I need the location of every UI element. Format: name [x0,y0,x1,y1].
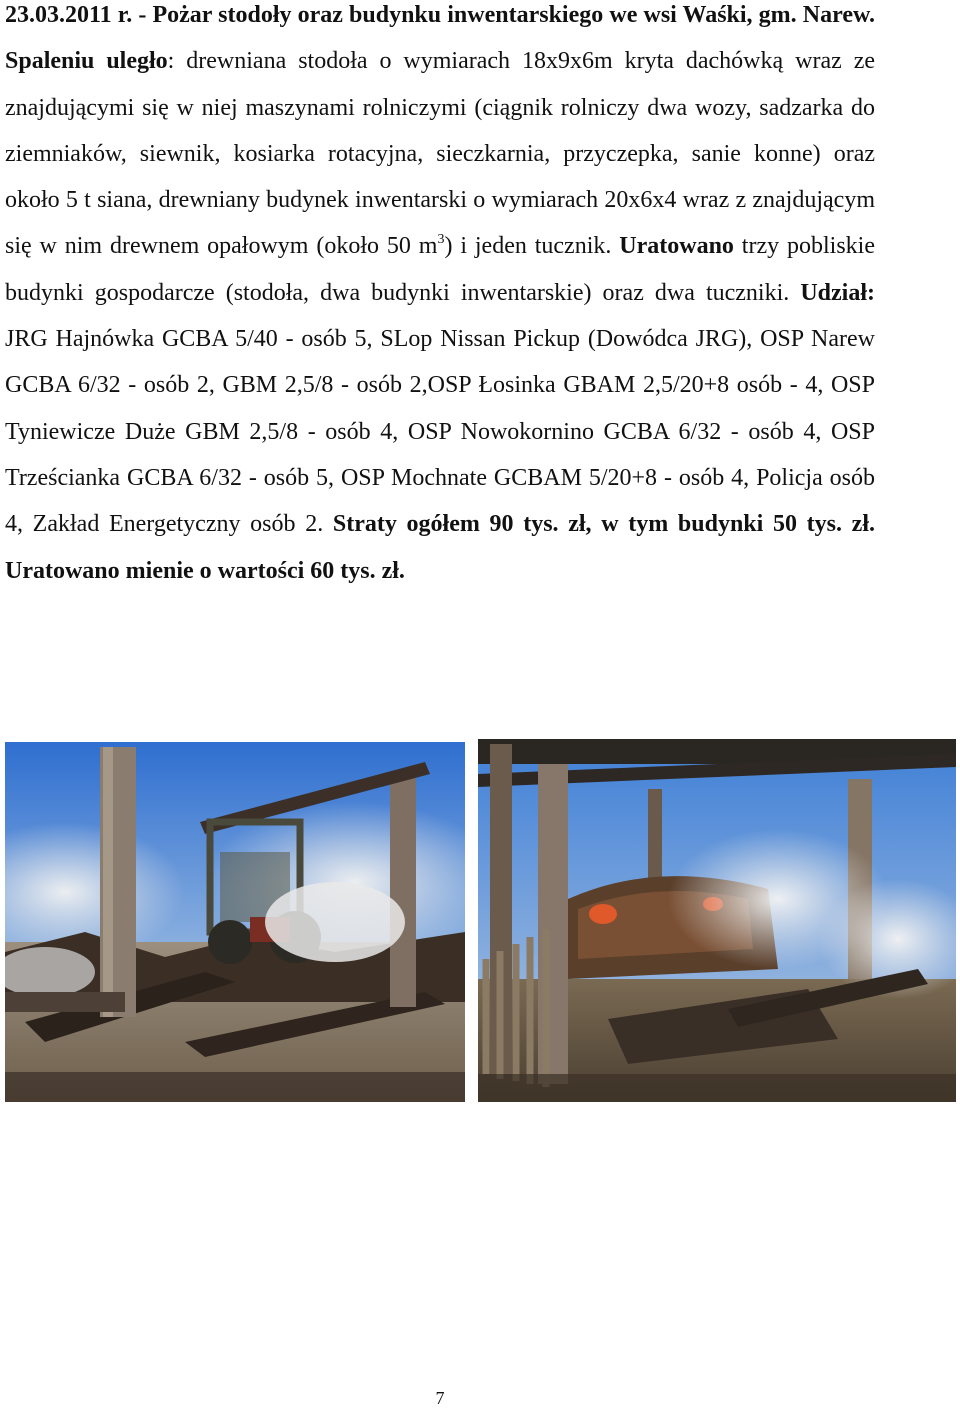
saved-text: trzy pobliskie budynki gospodarcze (stodoła, dwa budynki inwentarskie) oraz dwa tuczniki. [5,233,875,306]
burned-text-end: ) i jeden tucznik. [444,233,620,260]
photo-burned-tractor [5,742,465,1102]
page-number: 7 [435,1388,445,1408]
report-heading: 23.03.2011 r. - Pożar stodoły oraz budynku inwentarskiego we wsi Waśki, gm. Narew. [5,2,875,28]
cubic-superscript: 3 [437,232,445,248]
burned-text: : drewniana stodoła o wymiarach 18x9x6m kryta dachówką wraz ze znajdującymi się w niej maszynami rolniczymi (ciągnik rolniczy dwa wozy, sadzarka do ziemniaków, siewnik, kosiarka rotacyjna, sieczkarnia, przyczepka, sanie konne) oraz około 5 t siana, drewniany budynek inwentarski o wymiarach 20x6x4 wraz z znajdującym się w nim drewnem opałowym (około 50 m [5,48,876,260]
participation-text: JRG Hajnówka GCBA 5/40 - osób 5, SLop Nissan Pickup (Dowódca JRG), OSP Narew GCBA 6/32 - osób 2, GBM 2,5/8 - osób 2,OSP Łosinka GBAM 2,5/20+8 osób - 4, OSP Tyniewicze Duże GBM 2,5/8 - osób 4, OSP Nowokornino GCBA 6/32 - osób 4, OSP Trześcianka GCBA 6/32 - osób 5, OSP Mochnate GCBAM 5/20+8 - osób 4, Policja osób 4, Zakład Energetyczny osób 2. [5,326,875,538]
photo-burned-barn [478,739,956,1102]
burned-label: Spaleniu uległo [5,48,168,75]
losses-text: Straty ogółem 90 tys. zł, w tym budynki 50 tys. zł. Uratowano mienie o wartości 60 tys. zł. [5,511,876,584]
saved-label: Uratowano [619,233,734,260]
participation-label: Udział: [800,279,875,306]
report-text [5,0,875,594]
